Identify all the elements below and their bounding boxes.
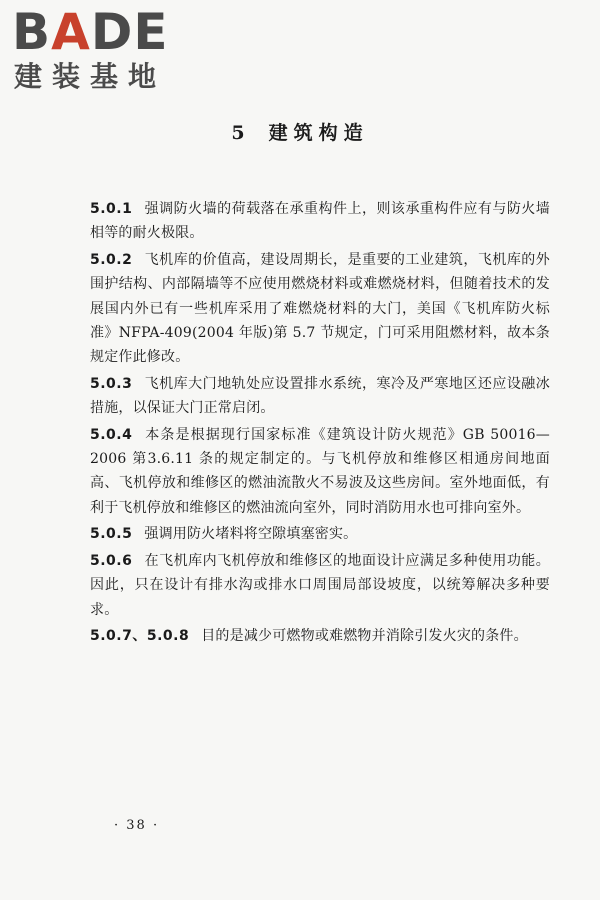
chapter-number: 5 (231, 122, 251, 144)
clause-paragraph (90, 624, 550, 648)
logo-wordmark: BADE (12, 3, 169, 61)
clause-paragraph (90, 197, 550, 246)
page-number: · 38 · (114, 818, 160, 833)
clause-text: 飞机库大门地轨处应设置排水系统，寒冷及严寒地区还应设融冰措施，以保证大门正常启闭。 (90, 375, 550, 417)
clause-text: 飞机库的价值高，建设周期长，是重要的工业建筑，飞机库的外围护结构、内部隔墙等不应使用燃烧材料或难燃烧材料，但随着技术的发展国内外已有一些机库采用了难燃烧材料的大门，美国《飞机库防火标准》NFPA-409(2004 年版)第 5.7 节规定，门可采用阻燃材料，故本条规定作此修改。 (90, 251, 550, 366)
clause-text: 强调用防火堵料将空隙填塞密实。 (144, 526, 358, 543)
clause-paragraph (90, 549, 550, 622)
clause-number: 5.0.2 (90, 251, 133, 268)
document-body (90, 197, 550, 650)
clause-text: 在飞机库内飞机停放和维修区的地面设计应满足多种使用功能。因此，只在设计有排水沟或排水口周围局部设坡度，以统筹解决多种要求。 (90, 552, 550, 618)
chapter-title (0, 118, 600, 145)
clause-text: 本条是根据现行国家标准《建筑设计防火规范》GB 50016—2006 第3.6.11 条的规定制定的。与飞机停放和维修区相通房间地面高、飞机停放和维修区的燃油流散火不易波及这些房间。室外地面低，有利于飞机停放和维修区的燃油流向室外，同时消防用水也可排向室外。 (90, 426, 550, 516)
clause-paragraph (90, 248, 550, 370)
bade-logo (8, 4, 178, 94)
clause-text: 强调防火墙的荷载落在承重构件上，则该承重构件应有与防火墙相等的耐火极限。 (90, 201, 550, 242)
clause-paragraph (90, 423, 550, 521)
clause-paragraph (90, 522, 550, 546)
clause-text: 目的是减少可燃物或难燃物并消除引发火灾的条件。 (201, 627, 528, 644)
clause-number: 5.0.3 (90, 375, 133, 392)
clause-number: 5.0.4 (90, 426, 133, 443)
clause-number: 5.0.1 (90, 201, 133, 217)
clause-number: 5.0.7、5.0.8 (90, 627, 190, 644)
chapter-title-text: 建筑构造 (268, 122, 369, 144)
clause-number: 5.0.6 (90, 552, 133, 569)
clause-paragraph (90, 372, 550, 421)
logo-subtitle: 建装基地 (14, 60, 167, 93)
clause-number: 5.0.5 (90, 526, 133, 543)
